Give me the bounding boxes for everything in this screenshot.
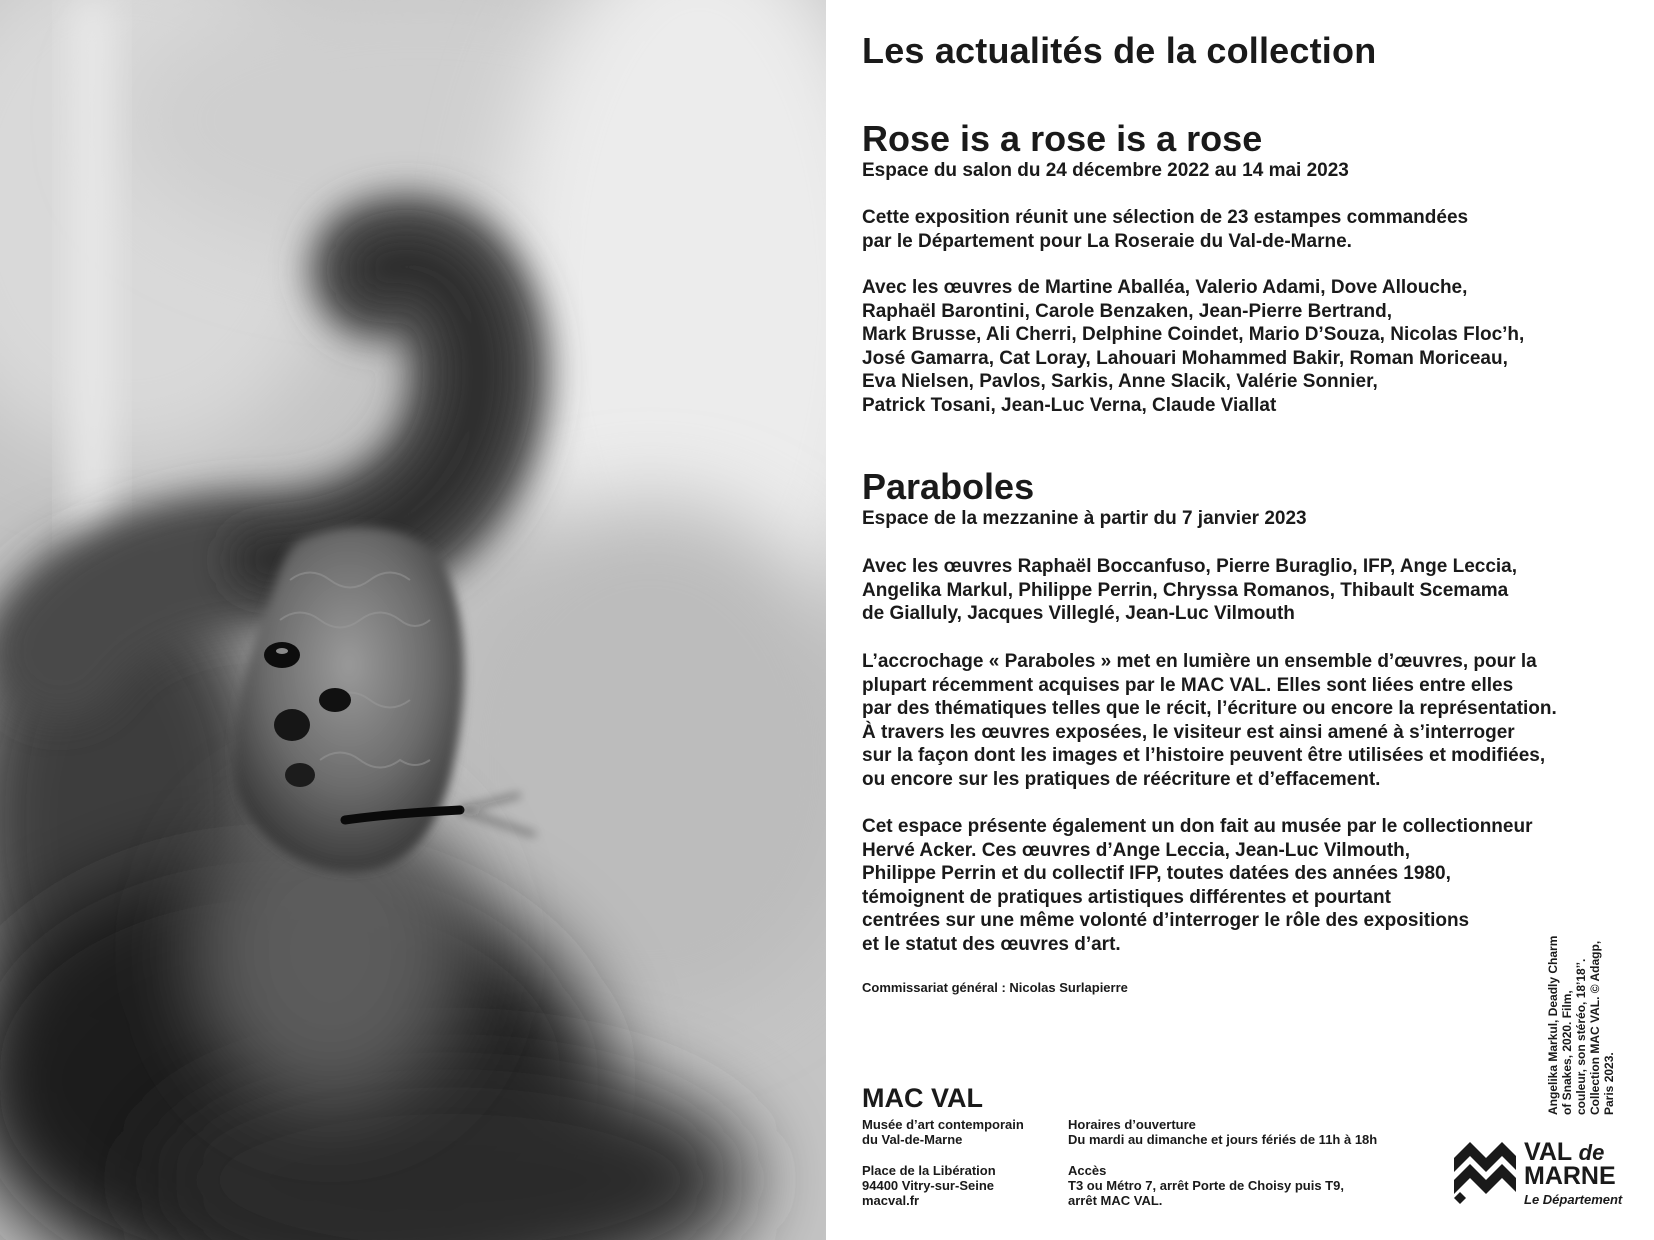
- expo2-description-line: sur la façon dont les images et l’histoire peuvent être utilisées et modifiées,: [862, 745, 1546, 766]
- expo2-donation-line: Hervé Acker. Ces œuvres d’Ange Leccia, Jean-Luc Vilmouth,: [862, 839, 1411, 861]
- artwork-photo: [0, 0, 826, 1240]
- expo2-title: Paraboles: [862, 466, 1035, 507]
- footer-hours-title: Horaires d’ouverture: [1068, 1117, 1196, 1132]
- expo2-description-line: ou encore sur les pratiques de réécriture et d’effacement.: [862, 768, 1381, 790]
- footer-hours: [1068, 1117, 1377, 1147]
- footer-access-line: T3 ou Métro 7, arrêt Porte de Choisy puis T9,: [1068, 1178, 1344, 1193]
- footer-museum-line: Musée d’art contemporain: [862, 1117, 1024, 1132]
- footer-address-line: Place de la Libération: [862, 1163, 996, 1178]
- expo1-subtitle: Espace du salon du 24 décembre 2022 au 14 mai 2023: [862, 160, 1349, 181]
- photo-credit-line: of Snakes, 2020. Film,: [1560, 990, 1574, 1115]
- expo1-artists-line: Avec les œuvres de Martine Aballéa, Valerio Adami, Dove Allouche,: [862, 277, 1468, 298]
- expo1-intro-line: Cette exposition réunit une sélection de 23 estampes commandées: [862, 207, 1469, 228]
- expo2-donation-line: témoignent de pratiques artistiques différentes et pourtant: [862, 886, 1391, 908]
- page-title: Les actualités de la collection: [862, 30, 1377, 71]
- expo1-title: Rose is a rose is a rose: [862, 118, 1263, 159]
- photo-credit-line: Collection MAC VAL. © Adagp,: [1588, 940, 1602, 1115]
- expo2-donation-line: Philippe Perrin et du collectif IFP, toutes datées des années 1980,: [862, 863, 1451, 884]
- photo-credit-line: Angelika Markul, Deadly Charm: [1546, 935, 1560, 1115]
- logo-departement-text: Le Département: [1524, 1192, 1623, 1207]
- footer-access-line: arrêt MAC VAL.: [1068, 1193, 1163, 1208]
- footer-access: [1068, 1163, 1344, 1208]
- photo-credit-line: couleur, son stéréo, 18’18’’.: [1574, 958, 1588, 1115]
- expo2-donation-line: centrées sur une même volonté d’interroger le rôle des expositions: [862, 910, 1470, 931]
- expo2-artists-line: Avec les œuvres Raphaël Boccanfuso, Pierre Buraglio, IFP, Ange Leccia,: [862, 556, 1518, 577]
- expo2-description-line: plupart récemment acquises par le MAC VAL. Elles sont liées entre elles: [862, 674, 1514, 696]
- website-link[interactable]: macval.fr: [862, 1193, 920, 1208]
- logo-marne-text: MARNE: [1524, 1162, 1616, 1190]
- expo1-artists-line: José Gamarra, Cat Loray, Lahouari Mohammed Bakir, Roman Moriceau,: [862, 347, 1508, 369]
- footer-hours-text: Du mardi au dimanche et jours fériés de 11h à 18h: [1068, 1132, 1378, 1147]
- val-de-marne-logo: [1452, 1140, 1632, 1210]
- expo2-artists-line: de Gialluly, Jacques Villeglé, Jean-Luc Vilmouth: [862, 603, 1295, 624]
- expo2-subtitle: Espace de la mezzanine à partir du 7 janvier 2023: [862, 508, 1307, 529]
- footer-museum: [862, 1117, 1024, 1147]
- curator-credit: Commissariat général : Nicolas Surlapierre: [862, 980, 1128, 995]
- footer-museum-line: du Val-de-Marne: [862, 1132, 963, 1147]
- expo1-artists-line: Raphaël Barontini, Carole Benzaken, Jean-Pierre Bertrand,: [862, 300, 1393, 322]
- snake-photo-illustration: [0, 0, 826, 1240]
- expo2-description-line: L’accrochage « Paraboles » met en lumière un ensemble d’œuvres, pour la: [862, 651, 1537, 672]
- expo1-artists-line: Eva Nielsen, Pavlos, Sarkis, Anne Slacik, Valérie Sonnier,: [862, 371, 1378, 392]
- footer-address-line: 94400 Vitry-sur-Seine: [862, 1178, 994, 1193]
- photo-credit-line: Paris 2023.: [1602, 1052, 1616, 1115]
- expo2-artists: [862, 555, 1517, 626]
- expo1-intro: [862, 206, 1468, 253]
- expo1-artists-line: Patrick Tosani, Jean-Luc Verna, Claude Viallat: [862, 394, 1277, 416]
- expo1-artists-line: Mark Brusse, Ali Cherri, Delphine Coindet, Mario D’Souza, Nicolas Floc’h,: [862, 324, 1525, 345]
- expo2-donation: [862, 815, 1532, 956]
- footer-address: [862, 1163, 996, 1208]
- expo2-donation-line: Cet espace présente également un don fait au musée par le collectionneur: [862, 816, 1533, 837]
- expo2-description-line: À travers les œuvres exposées, le visiteur est ainsi amené à s’interroger: [862, 721, 1515, 743]
- expo2-description-line: par des thématiques telles que le récit, l’écriture ou encore la représentation.: [862, 698, 1557, 719]
- footer-access-title: Accès: [1068, 1163, 1107, 1178]
- expo1-intro-line: par le Département pour La Roseraie du Val-de-Marne.: [862, 230, 1352, 252]
- footer-brand: MAC VAL: [862, 1083, 983, 1113]
- logo-val-text: VAL: [1524, 1138, 1572, 1166]
- expo2-description: [862, 650, 1557, 791]
- expo2-donation-line: et le statut des œuvres d’art.: [862, 933, 1121, 955]
- val-de-marne-logo-mark-icon: [1452, 1140, 1518, 1204]
- expo1-artists: [862, 276, 1524, 417]
- logo-de-text: de: [1578, 1140, 1605, 1165]
- expo2-artists-line: Angelika Markul, Philippe Perrin, Chryssa Romanos, Thibault Scemama: [862, 579, 1509, 601]
